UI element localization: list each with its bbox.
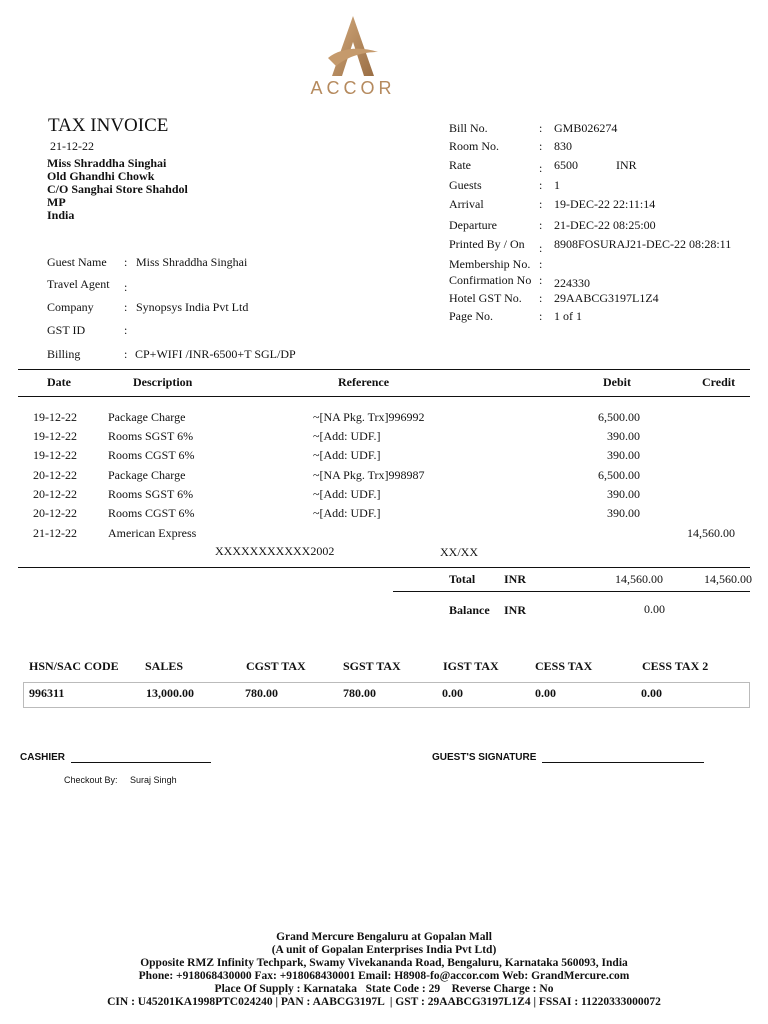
tax-header-igst: IGST TAX bbox=[443, 659, 499, 673]
field-value: 1 of 1 bbox=[554, 309, 582, 323]
field-colon: : bbox=[539, 241, 543, 255]
tax-header-cess: CESS TAX bbox=[535, 659, 593, 673]
field-colon: : bbox=[539, 273, 543, 287]
guest-signature-line bbox=[542, 762, 704, 763]
footer-registration: CIN : U45201KA1998PTC024240 | PAN : AABCG3197L | GST : 29AABCG3197L1Z4 | FSSAI : 11220333000072 bbox=[107, 996, 661, 1008]
field-label: Hotel GST No. bbox=[449, 291, 522, 305]
cell-date: 19-12-22 bbox=[33, 429, 77, 443]
field-colon: : bbox=[539, 161, 543, 175]
field-value: 21-DEC-22 08:25:00 bbox=[554, 218, 656, 232]
field-colon: : bbox=[539, 309, 543, 323]
accor-logo bbox=[294, 12, 412, 100]
cell-reference: ~[Add: UDF.] bbox=[313, 429, 381, 443]
cell-reference: ~[NA Pkg. Trx]998987 bbox=[313, 468, 425, 482]
field-colon: : bbox=[539, 197, 543, 211]
field-colon: : bbox=[539, 257, 543, 271]
cell-debit: 6,500.00 bbox=[598, 468, 640, 482]
field-colon: : bbox=[539, 291, 543, 305]
tax-value-cess: 0.00 bbox=[535, 686, 556, 700]
field-value: 1 bbox=[554, 178, 560, 192]
col-reference-header: Reference bbox=[338, 375, 390, 389]
table-body bbox=[0, 410, 768, 570]
cell-description: American Express bbox=[108, 526, 197, 540]
tax-summary-header bbox=[0, 659, 768, 675]
field-label: Guest Name bbox=[47, 255, 107, 269]
field-label: Room No. bbox=[449, 139, 500, 153]
card-number: XXXXXXXXXXX2002 bbox=[215, 544, 335, 558]
address-line: C/O Sanghai Store Shahdol bbox=[47, 182, 188, 196]
checkout-by bbox=[64, 775, 177, 785]
checkout-label: Checkout By: bbox=[64, 775, 118, 785]
field-label: Travel Agent bbox=[47, 277, 110, 291]
accor-logo-mark-icon bbox=[294, 12, 412, 78]
cashier-signature-line bbox=[71, 762, 211, 763]
totals-top-rule bbox=[18, 567, 750, 568]
total-currency: INR bbox=[504, 572, 527, 586]
tax-value-cess2: 0.00 bbox=[641, 686, 662, 700]
tax-header-hsn: HSN/SAC CODE bbox=[29, 659, 119, 673]
card-expiry: XX/XX bbox=[440, 545, 478, 559]
tax-value-igst: 0.00 bbox=[442, 686, 463, 700]
total-credit: 14,560.00 bbox=[704, 572, 752, 586]
field-label: Guests bbox=[449, 178, 482, 192]
tax-header-sales: SALES bbox=[145, 659, 184, 673]
field-value: 830 bbox=[554, 139, 572, 153]
col-credit-header: Credit bbox=[702, 375, 736, 389]
cell-debit: 390.00 bbox=[607, 487, 640, 501]
tax-value-cgst: 780.00 bbox=[245, 686, 278, 700]
total-debit: 14,560.00 bbox=[615, 572, 663, 586]
col-debit-header: Debit bbox=[603, 375, 631, 389]
table-row bbox=[0, 468, 768, 484]
field-colon: : bbox=[539, 139, 543, 153]
field-label: Company bbox=[47, 300, 94, 314]
table-row bbox=[0, 506, 768, 522]
field-colon: : bbox=[124, 323, 128, 337]
cell-debit: 390.00 bbox=[607, 506, 640, 520]
tax-summary-row bbox=[23, 682, 750, 708]
cell-debit: 390.00 bbox=[607, 448, 640, 462]
table-row bbox=[0, 429, 768, 445]
field-label: Page No. bbox=[449, 309, 493, 323]
field-label: Arrival bbox=[449, 197, 484, 211]
col-description-header: Description bbox=[133, 375, 193, 389]
cashier-signature bbox=[20, 752, 211, 763]
rate-currency: INR bbox=[616, 158, 637, 172]
balance-label: Balance bbox=[449, 603, 490, 617]
cell-debit: 390.00 bbox=[607, 429, 640, 443]
tax-value-sales: 13,000.00 bbox=[146, 686, 194, 700]
table-row bbox=[0, 526, 768, 542]
field-label: GST ID bbox=[47, 323, 86, 337]
tax-header-sgst: SGST TAX bbox=[343, 659, 401, 673]
field-label: Rate bbox=[449, 158, 471, 172]
cell-date: 20-12-22 bbox=[33, 468, 77, 482]
cell-description: Rooms CGST 6% bbox=[108, 448, 195, 462]
totals-bottom-rule bbox=[393, 591, 750, 592]
cell-credit: 14,560.00 bbox=[687, 526, 735, 540]
table-header-rule bbox=[18, 396, 750, 397]
cashier-label: CASHIER bbox=[20, 752, 66, 763]
address-line: Old Ghandhi Chowk bbox=[47, 169, 155, 183]
total-row bbox=[0, 572, 768, 588]
checkout-name: Suraj Singh bbox=[130, 775, 177, 785]
table-header bbox=[0, 375, 768, 391]
balance-currency: INR bbox=[504, 603, 527, 617]
cell-date: 19-12-22 bbox=[33, 410, 77, 424]
field-value: GMB026274 bbox=[554, 121, 618, 135]
cell-reference: ~[NA Pkg. Trx]996992 bbox=[313, 410, 425, 424]
tax-value-hsn: 996311 bbox=[29, 686, 65, 700]
field-colon: : bbox=[124, 347, 128, 361]
cell-date: 19-12-22 bbox=[33, 448, 77, 462]
address-line: MP bbox=[47, 195, 66, 209]
cell-description: Rooms SGST 6% bbox=[108, 429, 194, 443]
footer-address: Opposite RMZ Infinity Techpark, Swamy Vivekananda Road, Bengaluru, Karnataka 560093, India bbox=[140, 957, 628, 969]
invoice-title: TAX INVOICE bbox=[48, 115, 169, 136]
footer-company: (A unit of Gopalan Enterprises India Pvt Ltd) bbox=[271, 944, 497, 956]
balance-amount: 0.00 bbox=[644, 602, 665, 616]
hotel-footer bbox=[0, 931, 768, 1009]
footer-contact: Phone: +918068430000 Fax: +918068430001 Email: H8908-fo@accor.com Web: GrandMercure.com bbox=[138, 970, 630, 982]
field-colon: : bbox=[539, 121, 543, 135]
field-value: Synopsys India Pvt Ltd bbox=[136, 300, 249, 314]
tax-value-sgst: 780.00 bbox=[343, 686, 376, 700]
guest-signature bbox=[432, 752, 704, 763]
cell-reference: ~[Add: UDF.] bbox=[313, 448, 381, 462]
field-value: CP+WIFI /INR-6500+T SGL/DP bbox=[135, 347, 296, 361]
field-colon: : bbox=[539, 178, 543, 192]
guest-signature-label: GUEST'S SIGNATURE bbox=[432, 752, 537, 763]
invoice-date: 21-12-22 bbox=[50, 139, 94, 153]
tax-header-cess2: CESS TAX 2 bbox=[642, 659, 709, 673]
field-value: Miss Shraddha Singhai bbox=[136, 255, 248, 269]
field-label: Printed By / On bbox=[449, 237, 525, 251]
table-row bbox=[0, 448, 768, 464]
cell-description: Rooms SGST 6% bbox=[108, 487, 194, 501]
cell-date: 21-12-22 bbox=[33, 526, 77, 540]
bill-fields bbox=[449, 121, 749, 331]
footer-supply: Place Of Supply : Karnataka State Code : 29 Reverse Charge : No bbox=[214, 983, 554, 995]
field-colon: : bbox=[124, 300, 128, 314]
cell-reference: ~[Add: UDF.] bbox=[313, 487, 381, 501]
field-label: Billing bbox=[47, 347, 81, 361]
cell-description: Rooms CGST 6% bbox=[108, 506, 195, 520]
table-row bbox=[0, 410, 768, 426]
cell-reference: ~[Add: UDF.] bbox=[313, 506, 381, 520]
col-date-header: Date bbox=[47, 375, 71, 389]
brand-name: ACCOR bbox=[310, 78, 396, 98]
address-line: Miss Shraddha Singhai bbox=[47, 156, 167, 170]
field-value: 19-DEC-22 22:11:14 bbox=[554, 197, 656, 211]
cell-date: 20-12-22 bbox=[33, 506, 77, 520]
field-colon: : bbox=[124, 255, 128, 269]
balance-row bbox=[0, 602, 768, 618]
table-top-rule bbox=[18, 369, 750, 370]
guest-address bbox=[47, 157, 188, 222]
field-value: 224330 bbox=[554, 276, 590, 290]
field-label: Membership No. bbox=[449, 257, 531, 271]
field-label: Confirmation No bbox=[449, 273, 532, 287]
cell-date: 20-12-22 bbox=[33, 487, 77, 501]
table-row bbox=[0, 487, 768, 503]
footer-hotel-name: Grand Mercure Bengaluru at Gopalan Mall bbox=[276, 931, 492, 943]
cell-description: Package Charge bbox=[108, 468, 186, 482]
field-colon: : bbox=[124, 280, 128, 294]
field-label: Departure bbox=[449, 218, 497, 232]
cell-debit: 6,500.00 bbox=[598, 410, 640, 424]
field-label: Bill No. bbox=[449, 121, 488, 135]
field-value: 6500 bbox=[554, 158, 578, 172]
field-colon: : bbox=[539, 218, 543, 232]
tax-header-cgst: CGST TAX bbox=[246, 659, 306, 673]
field-value: 8908FOSURAJ21-DEC-22 08:28:11 bbox=[554, 237, 732, 251]
total-label: Total bbox=[449, 572, 476, 586]
cell-description: Package Charge bbox=[108, 410, 186, 424]
field-value: 29AABCG3197L1Z4 bbox=[554, 291, 659, 305]
address-line: India bbox=[47, 208, 75, 222]
